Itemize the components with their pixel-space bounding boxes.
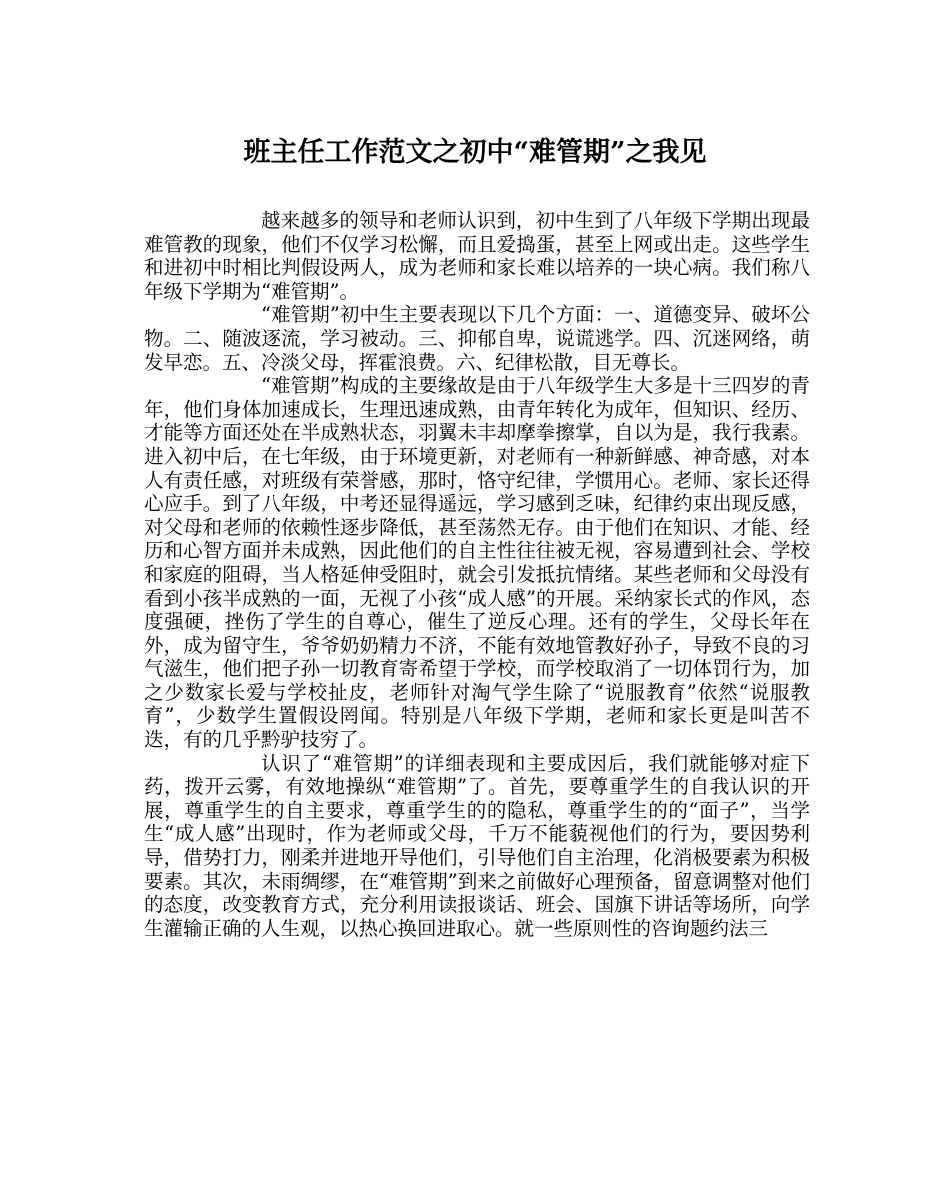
document-body bbox=[144, 209, 810, 940]
paragraph-3: “难管期”构成的主要缘故是由于八年级学生大多是十三四岁的青年，他们身体加速成长，生理迅速成熟，由青年转化为成年，但知识、经历、才能等方面还处在半成熟状态，羽翼未丰却摩拳擦掌，自以为是，我行我素。进入初中后，在七年级，由于环境更新，对老师有一种新鲜感、神奇感，对本人有责任感，对班级有荣誉感，那时，恪守纪律，学惯用心。老师、家长还得心应手。到了八年级，中考还显得遥远，学习感到乏味，纪律约束出现反感，对父母和老师的依赖性逐步降低，甚至荡然无存。由于他们在知识、才能、经历和心智方面并未成熟，因此他们的自主性往往被无视，容易遭到社会、学校和家庭的阻碍，当人格延伸受阻时，就会引发抵抗情绪。某些老师和父母没有看到小孩半成熟的一面，无视了小孩“成人感”的开展。采纳家长式的作风，态度强硬，挫伤了学生的自尊心，催生了逆反心理。还有的学生，父母长年在外，成为留守生，爷爷奶奶精力不济，不能有效地管教好孙子，导致不良的习气滋生，他们把子孙一切教育寄希望于学校，而学校取消了一切体罚行为，加之少数家长爱与学校扯皮，老师针对淘气学生除了“说服教育”依然“说服教育”，少数学生置假设罔闻。特别是八年级下学期，老师和家长更是叫苦不迭，有的几乎黔驴技穷了。 bbox=[144, 374, 810, 752]
paragraph-2: “难管期”初中生主要表现以下几个方面：一、道德变异、破坏公物。二、随波逐流，学习被动。三、抑郁自卑，说谎逃学。四、沉迷网络，萌发早恋。五、冷淡父母，挥霍浪费。六、纪律松散，目无尊长。 bbox=[144, 303, 810, 374]
paragraph-1: 越来越多的领导和老师认识到，初中生到了八年级下学期出现最难管教的现象，他们不仅学习松懈，而且爱捣蛋，甚至上网或出走。这些学生和进初中时相比判假设两人，成为老师和家长难以培养的一块心病。我们称八年级下学期为“难管期”。 bbox=[144, 209, 810, 303]
document-title: 班主任工作范文之初中“难管期”之我见 bbox=[243, 137, 707, 168]
paragraph-4: 认识了“难管期”的详细表现和主要成因后，我们就能够对症下药，拨开云雾，有效地操纵“难管期”了。首先，要尊重学生的自我认识的开展，尊重学生的自主要求，尊重学生的的隐私，尊重学生的的“面子”，当学生“成人感”出现时，作为老师或父母，千万不能藐视他们的行为，要因势利导，借势打力，刚柔并进地开导他们，引导他们自主治理，化消极要素为积极要素。其次，未雨绸缪，在“难管期”到来之前做好心理预备，留意调整对他们的态度，改变教育方式，充分利用读报谈话、班会、国旗下讲话等场所，向学生灌输正确的人生观，以热心换回进取心。就一些原则性的咨询题约法三 bbox=[144, 751, 810, 940]
